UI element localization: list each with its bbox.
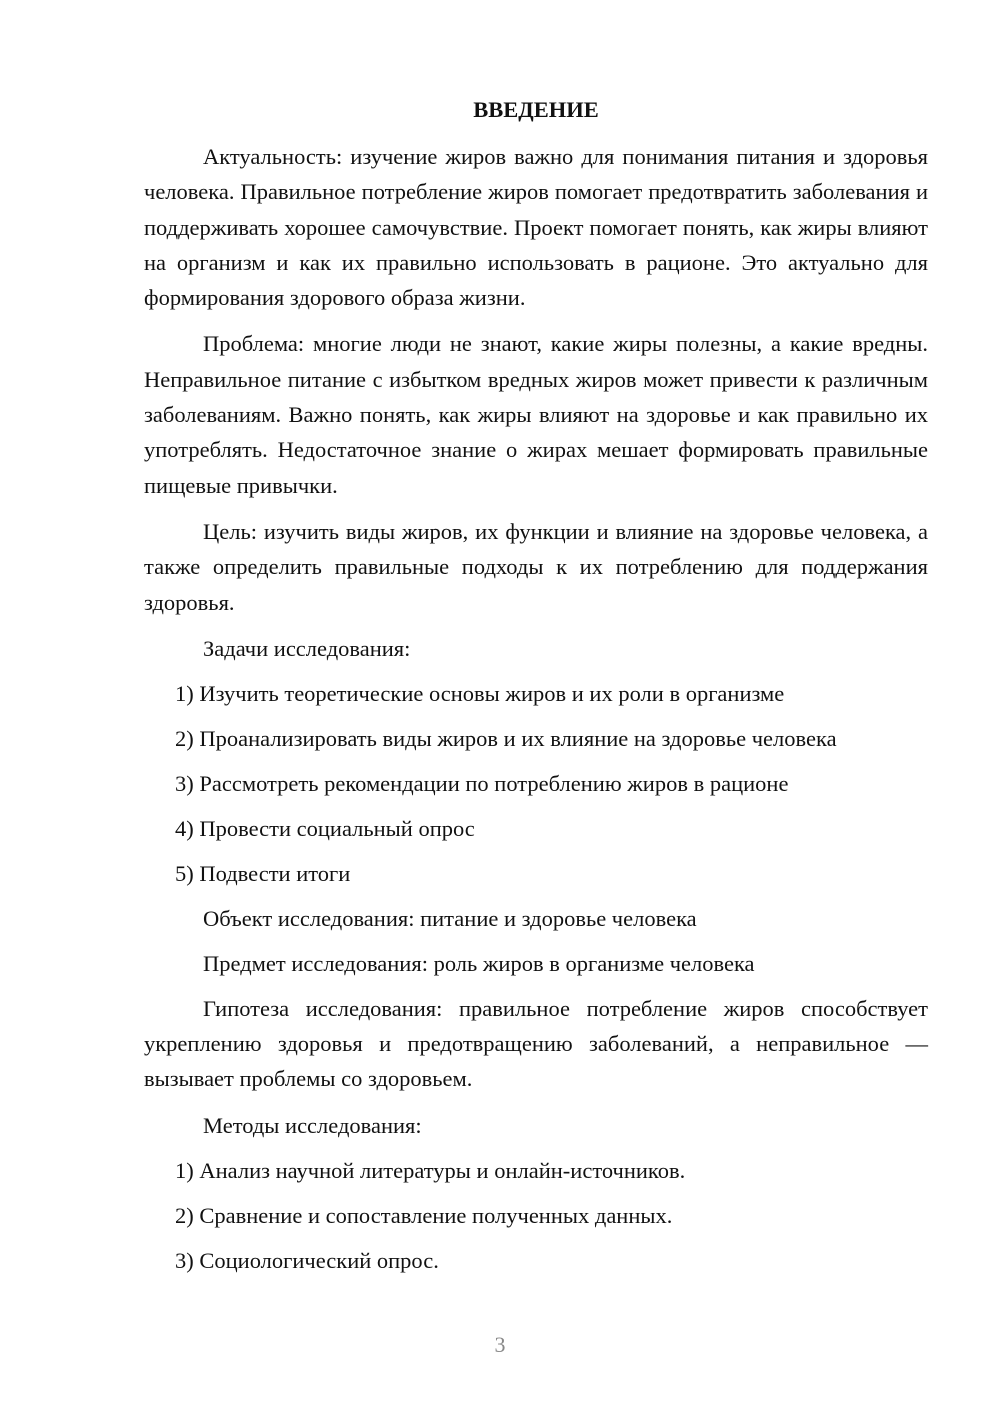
list-item: 5) Подвести итоги: [175, 860, 351, 886]
list-item: 3) Социологический опрос.: [175, 1247, 439, 1273]
list-item: 4) Провести социальный опрос: [175, 815, 475, 841]
tasks-list: [144, 676, 928, 891]
methods-list: [144, 1153, 928, 1278]
page-content: [144, 96, 928, 1288]
tasks-heading: Задачи исследования:: [203, 635, 411, 661]
problem-paragraph: Проблема: многие люди не знают, какие жиры полезны, а какие вредны. Неправильное питание с избытком вредных жиров может привести к различным заболеваниям. Важно понять, как жиры влияют на здоровье и как правильно их употреблять. Недостаточное знание о жирах мешает формировать правильные пищевые привычки.: [144, 331, 928, 498]
list-item: 2) Проанализировать виды жиров и их влияние на здоровье человека: [175, 725, 837, 751]
research-object: Объект исследования: питание и здоровье человека: [203, 905, 697, 931]
research-subject: Предмет исследования: роль жиров в организме человека: [203, 950, 755, 976]
hypothesis-paragraph: Гипотеза исследования: правильное потребление жиров способствует укреплению здоровья и предотвращению заболеваний, а неправильное — вызывает проблемы со здоровьем.: [144, 995, 928, 1092]
page-number: 3: [494, 1332, 506, 1357]
list-item: 1) Изучить теоретические основы жиров и их роли в организме: [175, 680, 785, 706]
list-item: 1) Анализ научной литературы и онлайн-источников.: [175, 1157, 686, 1183]
relevance-paragraph: Актуальность: изучение жиров важно для понимания питания и здоровья человека. Правильное потребление жиров помогает предотвратить заболевания и поддерживать хорошее самочувствие. Проект помогает понять, как жиры влияют на организм и как их правильно использовать в рационе. Это актуально для формирования здорового образа жизни.: [144, 144, 928, 311]
goal-paragraph: Цель: изучить виды жиров, их функции и влияние на здоровье человека, а также определить правильные подходы к их потреблению для поддержания здоровья.: [144, 518, 928, 615]
methods-heading: Методы исследования:: [203, 1112, 422, 1138]
list-item: 2) Сравнение и сопоставление полученных данных.: [175, 1202, 673, 1228]
list-item: 3) Рассмотреть рекомендации по потреблению жиров в рационе: [175, 770, 789, 796]
page-title: ВВЕДЕНИЕ: [473, 97, 599, 122]
